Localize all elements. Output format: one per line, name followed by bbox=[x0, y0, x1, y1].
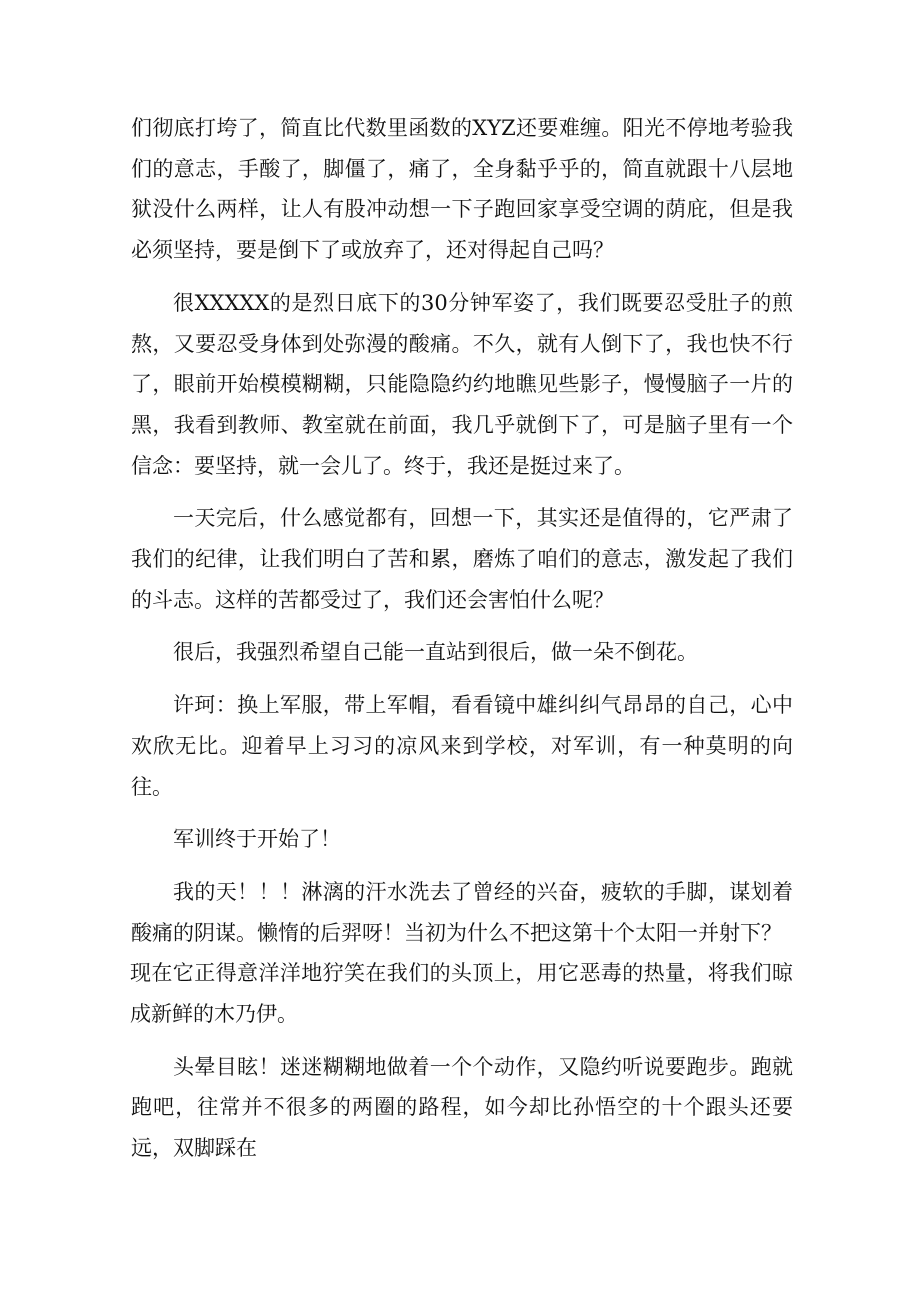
paragraph-5: 许珂：换上军服，带上军帽，看看镜中雄纠纠气昂昂的自己，心中欢欣无比。迎着早上习习的凉风来到学校，对军训，有一种莫明的向往。 bbox=[131, 693, 793, 799]
paragraph-8: 现在它正得意洋洋地狞笑在我们的头顶上，用它恶毒的热量，将我们晾成新鲜的木乃伊。 bbox=[130, 961, 793, 1027]
paragraph-4: 很后，我强烈希望自己能一直站到很后，做一朵不倒花。 bbox=[173, 640, 698, 665]
document-body bbox=[131, 108, 793, 1181]
paragraph-3: 一天完后，什么感觉都有，回想一下，其实还是值得的，它严肃了我们的纪律，让我们明白了苦和累，磨炼了咱们的意志，激发起了我们的斗志。这样的苦都受过了，我们还会害怕什么呢？ bbox=[131, 506, 793, 612]
paragraph-7: 我的天！！！淋漓的汗水洗去了曾经的兴奋，疲软的手脚，谋划着酸痛的阴谋。懒惰的后羿呀！当初为什么不把这第十个太阳一并射下？ bbox=[131, 879, 793, 945]
paragraph-9: 头晕目眩！迷迷糊糊地做着一个个动作，又隐约听说要跑步。跑就跑吧，往常并不很多的两圈的路程，如今却比孙悟空的十个跟头还要远，双脚踩在 bbox=[131, 1054, 793, 1161]
paragraph-6: 军训终于开始了！ bbox=[173, 827, 341, 852]
paragraph-2: 很XXXXX的是烈日底下的30分钟军姿了，我们既要忍受肚子的煎熬，又要忍受身体到处弥漫的酸痛。不久，就有人倒下了，我也快不行了，眼前开始模模糊糊，只能隐隐约约地瞧见些影子，慢慢脑子一片的黑，我看到教师、教室就在前面，我几乎就倒下了，可是脑子里有一个信念：要坚持，就一会儿了。终于，我还是挺过来了。 bbox=[131, 290, 793, 478]
paragraph-1: 们彻底打垮了，简直比代数里函数的XYZ还要难缠。阳光不停地考验我们的意志，手酸了，脚僵了，痛了，全身黏乎乎的，简直就跟十八层地狱没什么两样，让人有股冲动想一下子跑回家享受空调的荫庇，但是我必须坚持，要是倒下了或放弃了，还对得起自己吗？ bbox=[131, 116, 793, 263]
